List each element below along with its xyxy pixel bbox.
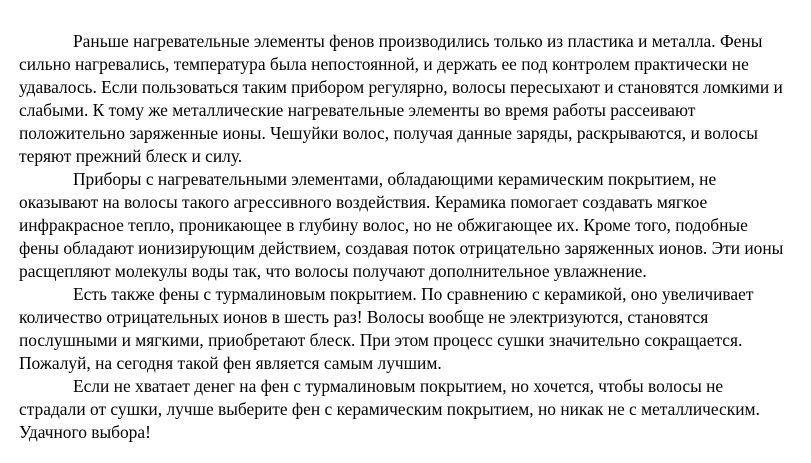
document-body [19,30,791,444]
paragraph-4: Если не хватает денег на фен с турмалиновым покрытием, но хочется, чтобы волосы не страдали от сушки, лучше выберите фен с керамическим покрытием, но никак не с металлическим. Удачного выбора! [19,376,760,442]
paragraph-3: Есть также фены с турмалиновым покрытием. По сравнению с керамикой, оно увеличивает количество отрицательных ионов в шесть раз! Волосы вообще не электризуются, становятся послушными и мягкими, приобретают блеск. При этом процесс сушки значительно сокращается. Пожалуй, на сегодня такой фен является самым лучшим. [19,284,754,373]
paragraph-2: Приборы с нагревательными элементами, обладающими керамическим покрытием, не оказывают на волосы такого агрессивного воздействия. Керамика помогает создавать мягкое инфракрасное тепло, проникающее в глубину волос, но не обжигающее их. Кроме того, подобные фены обладают ионизирующим действием, создавая поток отрицательно заряженных ионов. Эти ионы расщепляют молекулы воды так, что волосы получают дополнительное увлажнение. [19,169,784,281]
paragraph-1: Раньше нагревательные элементы фенов производились только из пластика и металла. Фены сильно нагревались, температура была непостоянной, и держать ее под контролем практически не удавалось. Если пользоваться таким прибором регулярно, волосы пересыхают и становятся ломкими и слабыми. К тому же металлические нагревательные элементы во время работы рассеивают положительно заряженные ионы. Чешуйки волос, получая данные заряды, раскрываются, и волосы теряют прежний блеск и силу. [19,31,783,166]
